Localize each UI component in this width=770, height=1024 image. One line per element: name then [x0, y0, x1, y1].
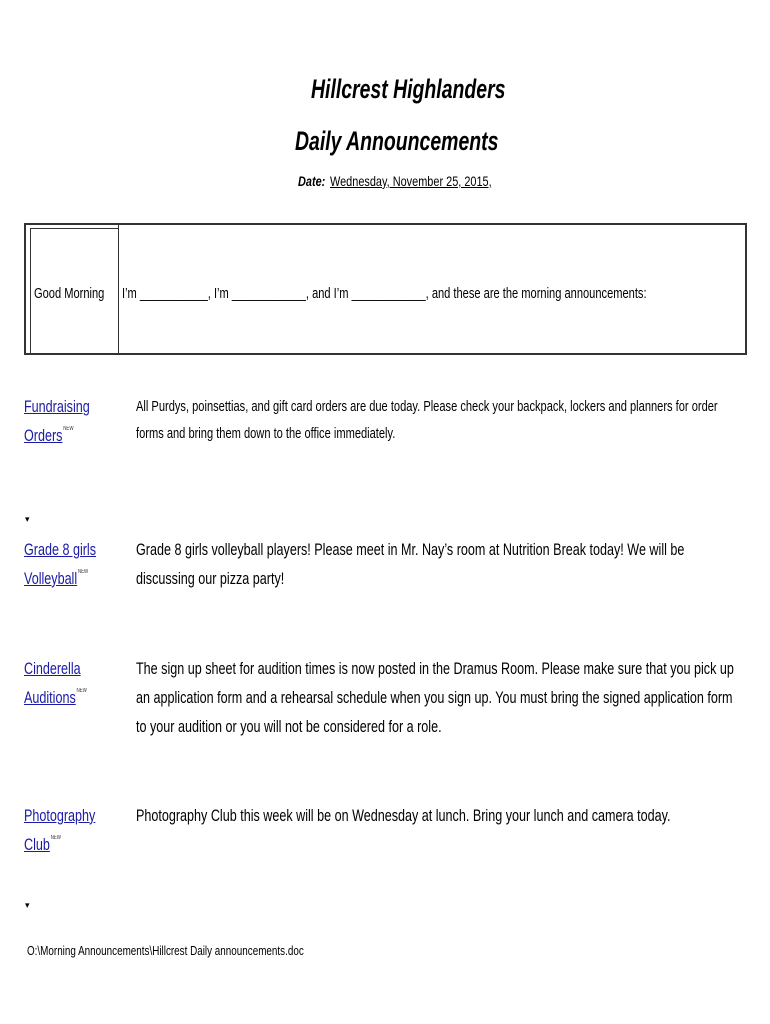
file-path-footer — [27, 943, 391, 958]
greeting-cell — [34, 285, 129, 302]
announcement-topic[interactable] — [24, 392, 113, 450]
announcement-topic[interactable] — [24, 801, 120, 859]
announcement-body — [136, 801, 770, 830]
greeting-text: Good Morning — [34, 285, 105, 302]
page-title-text: Daily Announcements — [295, 126, 499, 156]
announcement-body-line: Photography Club this week will be on Wednesday at lunch. Bring your lunch and camera today. — [136, 806, 671, 825]
bullet-marker: ▾ — [25, 900, 30, 910]
school-title — [311, 74, 581, 105]
announcement-topic[interactable] — [24, 654, 109, 712]
new-badge: NEW — [77, 569, 89, 575]
new-badge: NEW — [76, 688, 87, 694]
announcement-body-line: All Purdys, poinsettias, and gift card orders are due today. Please check your backpack, lockers and planners for order — [136, 398, 718, 415]
topic-link-line2[interactable]: Club — [24, 835, 50, 854]
intro-table — [24, 223, 747, 355]
announcement-body — [136, 535, 770, 593]
new-badge: NEW — [50, 835, 61, 841]
bullet-marker: ▾ — [25, 514, 30, 524]
file-path-text: O:\Morning Announcements\Hillcrest Daily announcements.doc — [27, 943, 304, 958]
announcement-body-line: an application form and a rehearsal schedule when you sign up. You must bring the signed application form — [136, 688, 733, 707]
date-label: Date: — [298, 173, 326, 189]
intro-script-text: I’m ___________, I’m ____________, and I’m ____________, and these are the morning announcements: — [122, 285, 647, 302]
intro-script-cell — [122, 285, 770, 302]
new-badge: NEW — [63, 426, 74, 432]
announcement-body-line: discussing our pizza party! — [136, 569, 285, 588]
announcement-body-line: forms and bring them down to the office immediately. — [136, 425, 396, 442]
page-title — [295, 126, 578, 157]
date-value: Wednesday, November 25, 2015, — [329, 173, 492, 189]
school-title-text: Hillcrest Highlanders — [311, 74, 506, 104]
announcement-body-line: The sign up sheet for audition times is now posted in the Dramus Room. Please make sure that you pick up — [136, 659, 734, 678]
topic-link-line2[interactable]: Volleyball — [24, 569, 78, 588]
announcement-body-line: to your audition or you will not be considered for a role. — [136, 717, 442, 736]
topic-link-line2[interactable]: Auditions — [24, 688, 76, 707]
topic-link-line1[interactable]: Fundraising — [24, 397, 90, 416]
date-line — [298, 173, 546, 189]
topic-link-line1[interactable]: Grade 8 girls — [24, 540, 97, 559]
topic-link-line1[interactable]: Cinderella — [24, 659, 81, 678]
topic-link-line1[interactable]: Photography — [24, 806, 96, 825]
announcement-topic[interactable] — [24, 535, 121, 593]
topic-link-line2[interactable]: Orders — [24, 426, 63, 445]
announcement-body — [136, 654, 770, 741]
announcement-body — [136, 393, 770, 447]
announcement-body-line: Grade 8 girls volleyball players! Please meet in Mr. Nay’s room at Nutrition Break today! We will be — [136, 540, 685, 559]
